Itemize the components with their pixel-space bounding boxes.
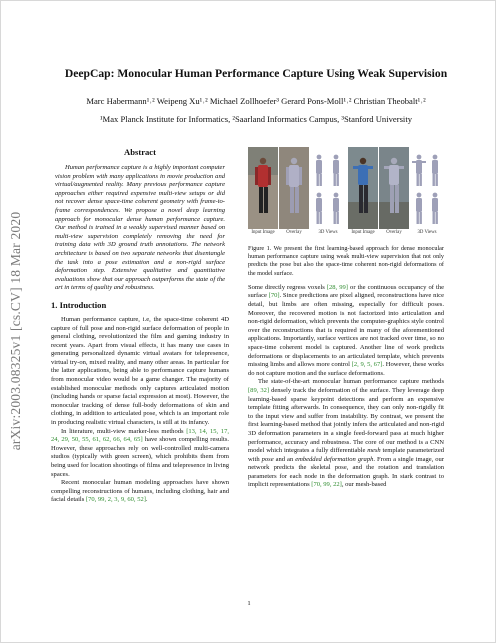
figure-label: Overlay: [286, 230, 302, 236]
citation-link[interactable]: [28, 99]: [326, 283, 348, 291]
abstract-text: Human performance capture is a highly important computer vision problem with many applications in movie production and virtual/augmented reality. Many previous performance capture approaches either required expensive multi-view setups or did not recover dense space-time coherent geometry with frame-to-frame correspondences. We propose a novel deep learning approach for monocular dense human performance capture. Our method is trained in a weakly supervised manner based on multi-view supervision completely removing the need for training data with 3D ground truth annotations. The network architecture is based on two separate networks that disentangle the task into a pose estimation and a non-rigid surface deformation step. Extensive qualitative and quantitative evaluations show that our approach outperforms the state of the art in terms of quality and robustness.: [55, 164, 225, 292]
intro-p2-lead: In literature, multi-view marker-less methods: [61, 427, 187, 435]
figure-caption: Figure 1. We present the first learning-based approach for dense monocular human performance capture using weak multi-view supervision that not only predicts the pose but also the space-time coherent non-rigid deformations of the model surface.: [248, 245, 444, 277]
person-photo-image: [348, 147, 378, 229]
overlay-image: [279, 147, 309, 229]
intro-paragraph-2: [51, 428, 229, 480]
arxiv-stamp: [5, 81, 27, 581]
figure-label: Input Image: [251, 230, 275, 236]
abstract-heading: Abstract: [124, 147, 156, 157]
text-run: The state-of-the-art monocular human performance capture methods: [258, 378, 444, 386]
intro-p2-tail: have shown compelling results. However, these approaches rely on well-controlled multi-camera studios (typically with green screen), which prohibits them from being used for location shootings of films and telepresence in living spaces.: [51, 436, 229, 478]
citation-link[interactable]: [2, 9, 5, 67]: [351, 361, 383, 369]
right-column: [248, 147, 444, 490]
citation-link[interactable]: [70, 99, 22]: [311, 481, 342, 489]
text-run: . Since predictions are pixel aligned, reconstructions have nice detail, but limbs are often missing, especially for difficult poses. Moreover, the recovered motion is not factorized into articulation and non-rigid deformation, which prevents the computer-graphics style control over the reconstructions that is required in many of the aforementioned applications. Importantly, surface vertices are not tracked over time, so no space-time coherent model is captured. Another line of work predicts deformations or displacements to an articulated template, which prevents missing limbs and allows more control: [248, 292, 444, 369]
paper-title: DeepCap: Monocular Human Performance Capture Using Weak Supervision: [64, 67, 448, 80]
emphasis: embedded deformation graph: [295, 455, 374, 463]
overlay-image: [379, 147, 409, 229]
text-run: or the continuous occupancy of the surface: [248, 283, 445, 300]
figure-panel-3d-2: [410, 147, 444, 236]
figure-label: 3D Views: [417, 230, 437, 236]
text-run: . However, these works do not capture motion and the surface deformations.: [248, 361, 444, 377]
citation-link[interactable]: [70]: [268, 292, 280, 300]
text-run: . From a single image, our network predicts the skeletal pose, and the rotation and translation parameters for each node in the deformation graph. In stark contrast to implicit representations: [248, 455, 444, 489]
text-run: , our mesh-based: [341, 481, 387, 489]
citation-link[interactable]: [89, 32]: [248, 386, 270, 394]
citation-link[interactable]: [70, 99, 2, 3, 9, 60, 52]: [85, 496, 146, 504]
figure-label: Overlay: [386, 230, 402, 236]
figure-panel-overlay-1: [279, 147, 309, 236]
page-number: 1: [247, 600, 251, 607]
mesh-3d-views-image: [310, 147, 346, 229]
person-photo-image: [248, 147, 278, 229]
teaser-figure: [248, 147, 444, 239]
mesh-3d-views-image: [410, 147, 444, 229]
intro-p3-tail: .: [145, 496, 148, 504]
arxiv-stamp-text: arXiv:2003.08325v1 [cs.CV] 18 Mar 2020: [8, 211, 23, 451]
affiliations: ¹Max Planck Institute for Informatics, ²Saarland Informatics Campus, ³Stanford University: [99, 114, 413, 124]
figure-label: 3D Views: [318, 230, 338, 236]
author-list: Marc Habermann¹˒² Weipeng Xu¹˒² Michael Zollhoefer³ Gerard Pons-Moll¹˒² Christian Theobalt¹˒²: [86, 96, 426, 106]
figure-panel-input-2: [348, 147, 378, 236]
emphasis: pose: [261, 455, 274, 463]
citation-link[interactable]: [13, 14, 15, 17, 24, 29, 50, 55, 61, 62, 66, 64, 65]: [51, 427, 229, 444]
figure-label: Input Image: [351, 230, 375, 236]
intro-heading: 1. Introduction: [51, 299, 107, 310]
text-run: Some directly regress voxels: [248, 283, 327, 291]
figure-panel-3d-1: [310, 147, 346, 236]
text-run: template parameterized with: [248, 447, 445, 463]
figure-panel-input-1: [248, 147, 278, 236]
right-paragraph-1: [248, 284, 444, 379]
right-paragraph-2: [248, 378, 444, 490]
text-run: densely track the deformation of the surface. They leverage deep learning-based sparse keypoint detections and perform an expensive template fitting afterwards. In consequence, they can only non-rigidly fit to the input view and suffer from instability. By contrast, we present the first learning-based method that jointly infers the articulated and non-rigid 3D deformation parameters in a single feed-forward pass at much higher performance, accuracy and robustness. The core of our method is a CNN model which integrates a fully differentiable: [248, 386, 444, 455]
intro-paragraph-1: Human performance capture, i.e, the space-time coherent 4D capture of full pose and non-rigid surface deformation of people in general clothing, revolutionized the film and gaming industry in recent years. Apart from visual effects, it has many use cases in generating personalized dynamic virtual avatars for telepresence, virtual try-on, mixed reality, and many other areas. In particular for the latter applications, being able to performance capture humans from monocular video would be a game changer. The majority of established monocular methods only captures articulated motion (including hands or sparse facial expression at most). However, the monocular tracking of dense full-body deformations of skin and clothing, in addition to articulated pose, which is an important role in producing realistic virtual characters, is still at its infancy.: [51, 315, 229, 427]
intro-paragraph-3: [51, 479, 229, 505]
emphasis: mesh: [367, 447, 381, 455]
left-column: [51, 147, 229, 505]
text-run: and an: [273, 455, 296, 463]
intro-p3-lead: Recent monocular human modeling approaches have shown compelling reconstructions of humans, including clothing, hair and facial details: [51, 479, 229, 504]
figure-panel-overlay-2: [379, 147, 409, 236]
